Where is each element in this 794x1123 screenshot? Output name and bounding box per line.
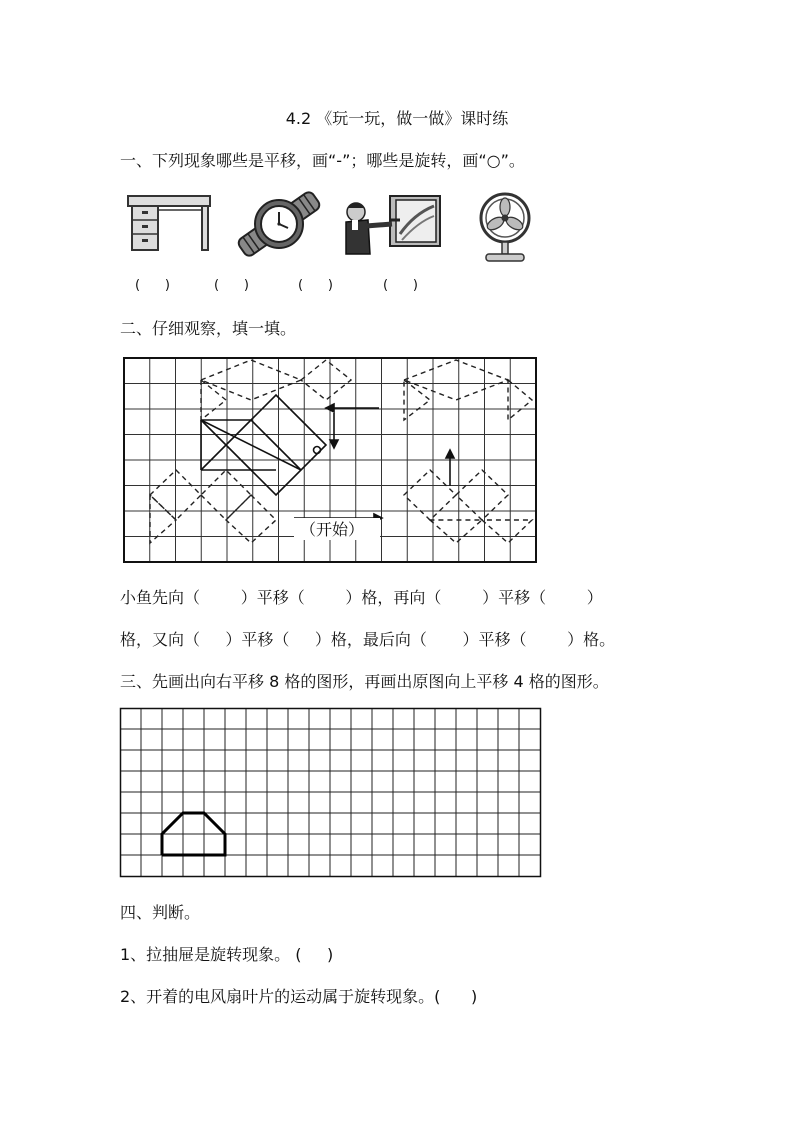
- wristwatch-icon: [236, 186, 322, 262]
- person-pushing-window-icon: [342, 194, 442, 258]
- dashed-shape-b3: [508, 380, 532, 420]
- fish-translation-grid: [124, 358, 538, 564]
- desk-drawer-icon: [126, 192, 212, 254]
- judge-item-1: 1、拉抽屉是旋转现象。 ( ): [120, 945, 334, 964]
- dashed-shape-d: [404, 470, 456, 520]
- dashed-shape-d4: [430, 520, 482, 543]
- dashed-shape-b2: [404, 380, 430, 420]
- section4-heading: 四、判断。: [120, 903, 201, 922]
- start-label: （开始）: [300, 520, 365, 539]
- fill-line-2: 格，又向（ ）平移（ ）格，最后向（ ）平移（ ）格。: [120, 630, 616, 649]
- dashed-shape-c3: [150, 495, 176, 543]
- dashed-shape-a: [201, 360, 301, 400]
- dashed-shape-c2: [201, 470, 251, 520]
- section1-heading: 一、下列现象哪些是平移，画“-”；哪些是旋转，画“○”。: [120, 151, 525, 170]
- answer-blank-4[interactable]: ( ): [383, 278, 418, 293]
- fill-line-1: 小鱼先向（ ）平移（ ）格，再向（ ）平移（ ）: [120, 588, 603, 607]
- answer-blank-1[interactable]: ( ): [135, 278, 170, 293]
- fish-shape: [201, 395, 326, 495]
- translation-drawing-grid[interactable]: [120, 708, 542, 878]
- dashed-shape-d3: [482, 520, 532, 543]
- worksheet-title: 4.2 《玩一玩，做一做》课时练: [285, 109, 509, 128]
- section3-heading: 三、先画出向右平移 8 格的图形，再画出原图向上平移 4 格的图形。: [120, 672, 609, 691]
- dashed-shape-b: [404, 360, 508, 400]
- dashed-shape-c4: [226, 495, 276, 543]
- section2-heading: 二、仔细观察，填一填。: [120, 319, 297, 338]
- grid-lines: [120, 708, 540, 876]
- answer-blank-3[interactable]: ( ): [298, 278, 333, 293]
- answer-blank-2[interactable]: ( ): [214, 278, 249, 293]
- electric-fan-icon: [474, 192, 536, 264]
- dashed-shape-a3: [201, 380, 226, 420]
- dashed-shape-a2: [301, 360, 351, 400]
- dashed-shape-d2: [456, 470, 508, 520]
- judge-item-2: 2、开着的电风扇叶片的运动属于旋转现象。( ): [120, 987, 478, 1006]
